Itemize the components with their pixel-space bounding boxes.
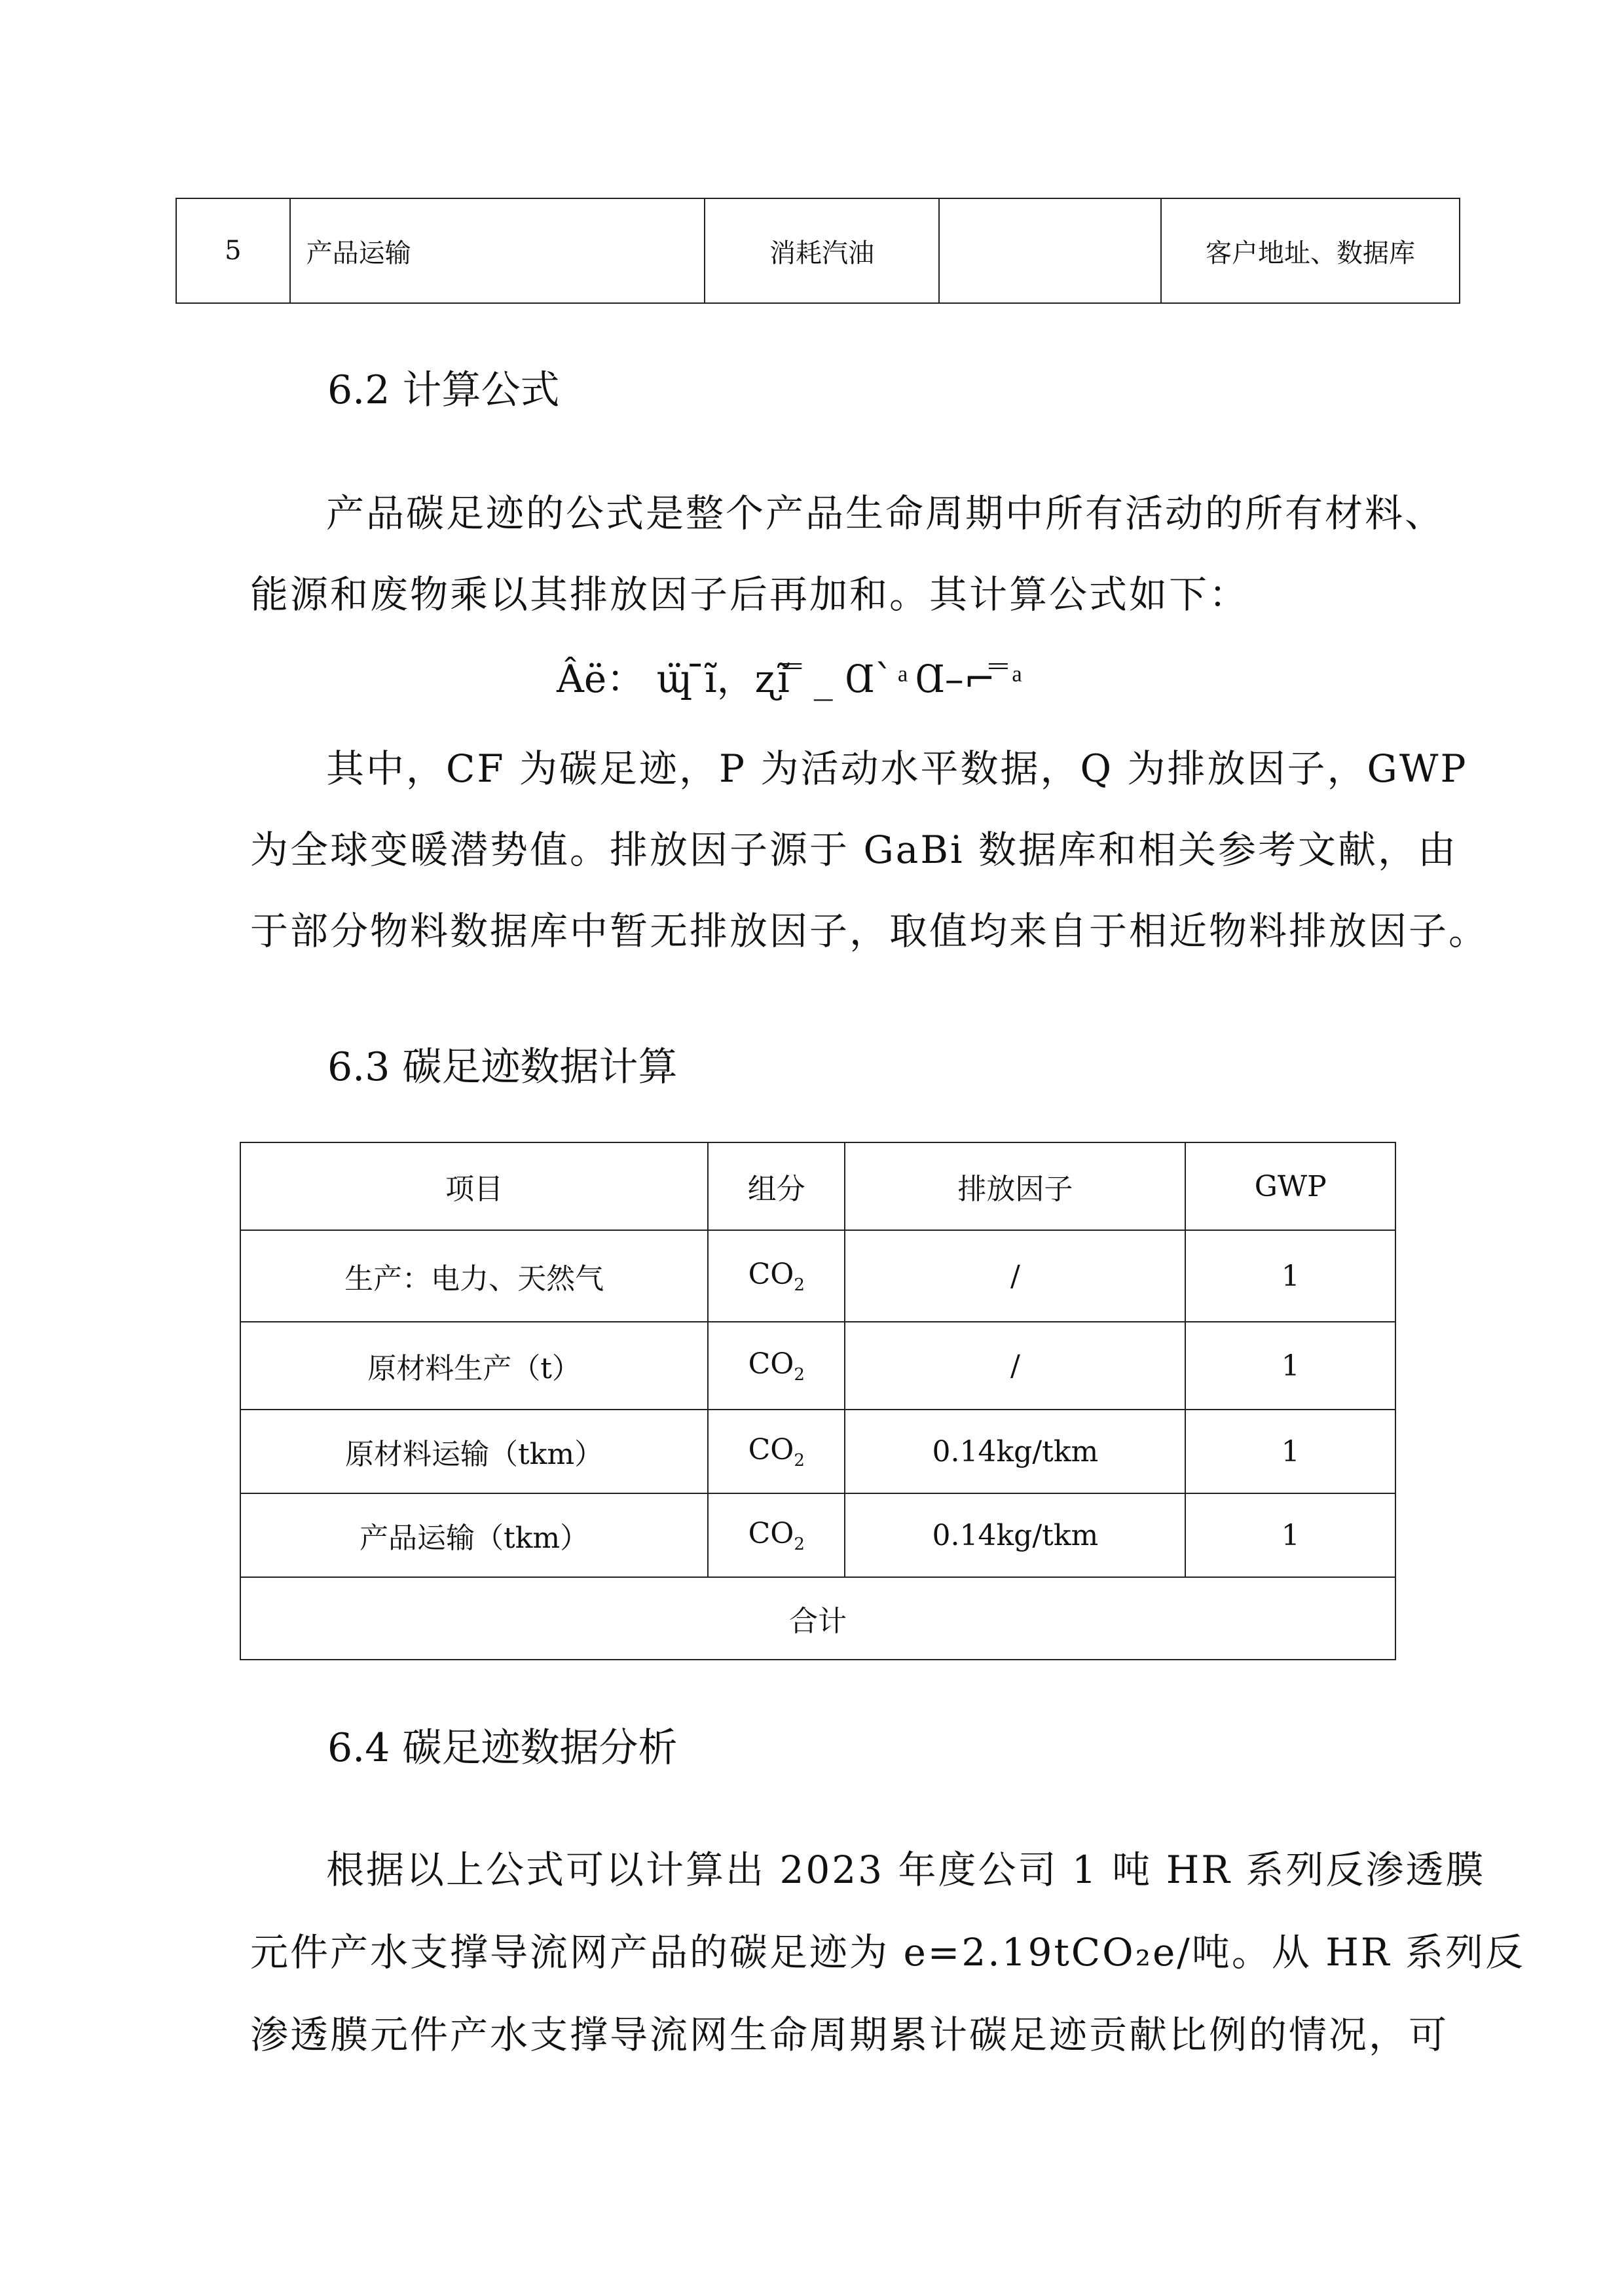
cell-gwp: 1 <box>1185 1322 1395 1410</box>
header-component: 组分 <box>708 1142 845 1230</box>
paragraph-line: 其中，CF 为碳足迹，P 为活动水平数据，Q 为排放因子，GWP <box>326 746 1468 791</box>
table-row <box>240 1493 1395 1577</box>
table-cell-index: 5 <box>176 198 290 303</box>
paragraph-line: 产品碳足迹的公式是整个产品生命周期中所有活动的所有材料、 <box>326 491 1445 536</box>
cell-factor: 0.14kg/tkm <box>845 1493 1185 1577</box>
cell-item: 原材料运输（tkm） <box>240 1410 708 1493</box>
table-header-row <box>240 1142 1395 1230</box>
paragraph-line: 根据以上公式可以计算出 2023 年度公司 1 吨 HR 系列反渗透膜 <box>326 1848 1486 1892</box>
table-row <box>176 198 1460 303</box>
cell-component: $CO_2$ <box>708 1493 845 1577</box>
cell-component: $CO_2$ <box>708 1322 845 1410</box>
paragraph-line: 渗透膜元件产水支撑导流网生命周期累计碳足迹贡献比例的情况，可 <box>250 2013 1449 2057</box>
paragraph-line: 为全球变暖潜势值。排放因子源于 GaBi 数据库和相关参考文献，由 <box>250 828 1458 872</box>
continuation-table <box>175 198 1460 304</box>
header-gwp: GWP <box>1185 1142 1395 1230</box>
cell-item: 原材料生产（t） <box>240 1322 708 1410</box>
cell-gwp: 1 <box>1185 1410 1395 1493</box>
carbon-calc-table <box>240 1142 1396 1660</box>
table-cell-source: 客户地址、数据库 <box>1161 198 1460 303</box>
paragraph-line: 元件产水支撑导流网产品的碳足迹为 e=2.19tCO₂e/吨。从 HR 系列反 <box>250 1930 1525 1975</box>
cell-item: 产品运输（tkm） <box>240 1493 708 1577</box>
cell-component: $CO_2$ <box>708 1230 845 1322</box>
section-heading-6-2: 6.2 计算公式 <box>327 367 560 413</box>
header-emission-factor: 排放因子 <box>845 1142 1185 1230</box>
cell-factor: / <box>845 1230 1185 1322</box>
table-row <box>240 1410 1395 1493</box>
cell-component: $CO_2$ <box>708 1410 845 1493</box>
header-item: 项目 <box>240 1142 708 1230</box>
cell-factor: 0.14kg/tkm <box>845 1410 1185 1493</box>
cell-gwp: 1 <box>1185 1230 1395 1322</box>
cell-item: 生产：电力、天然气 <box>240 1230 708 1322</box>
table-row <box>240 1322 1395 1410</box>
cell-total: 合计 <box>240 1577 1395 1660</box>
table-cell-stage: 产品运输 <box>290 198 705 303</box>
table-cell-activity: 消耗汽油 <box>705 198 940 303</box>
paragraph-line: 于部分物料数据库中暂无排放因子，取值均来自于相近物料排放因子。 <box>250 909 1489 953</box>
section-heading-6-4: 6.4 碳足迹数据分析 <box>327 1725 678 1771</box>
formula: Âë： ɰ̈ ̄ı̃，ʐı̃ ̿ _ Ɑ` ͣ Ɑ–⌐ ̿ ͣ <box>557 657 1018 701</box>
section-heading-6-3: 6.3 碳足迹数据计算 <box>327 1044 678 1090</box>
paragraph-line: 能源和废物乘以其排放因子后再加和。其计算公式如下： <box>250 572 1249 617</box>
table-total-row <box>240 1577 1395 1660</box>
table-cell-empty <box>939 198 1161 303</box>
table-row <box>240 1230 1395 1322</box>
cell-gwp: 1 <box>1185 1493 1395 1577</box>
cell-factor: / <box>845 1322 1185 1410</box>
